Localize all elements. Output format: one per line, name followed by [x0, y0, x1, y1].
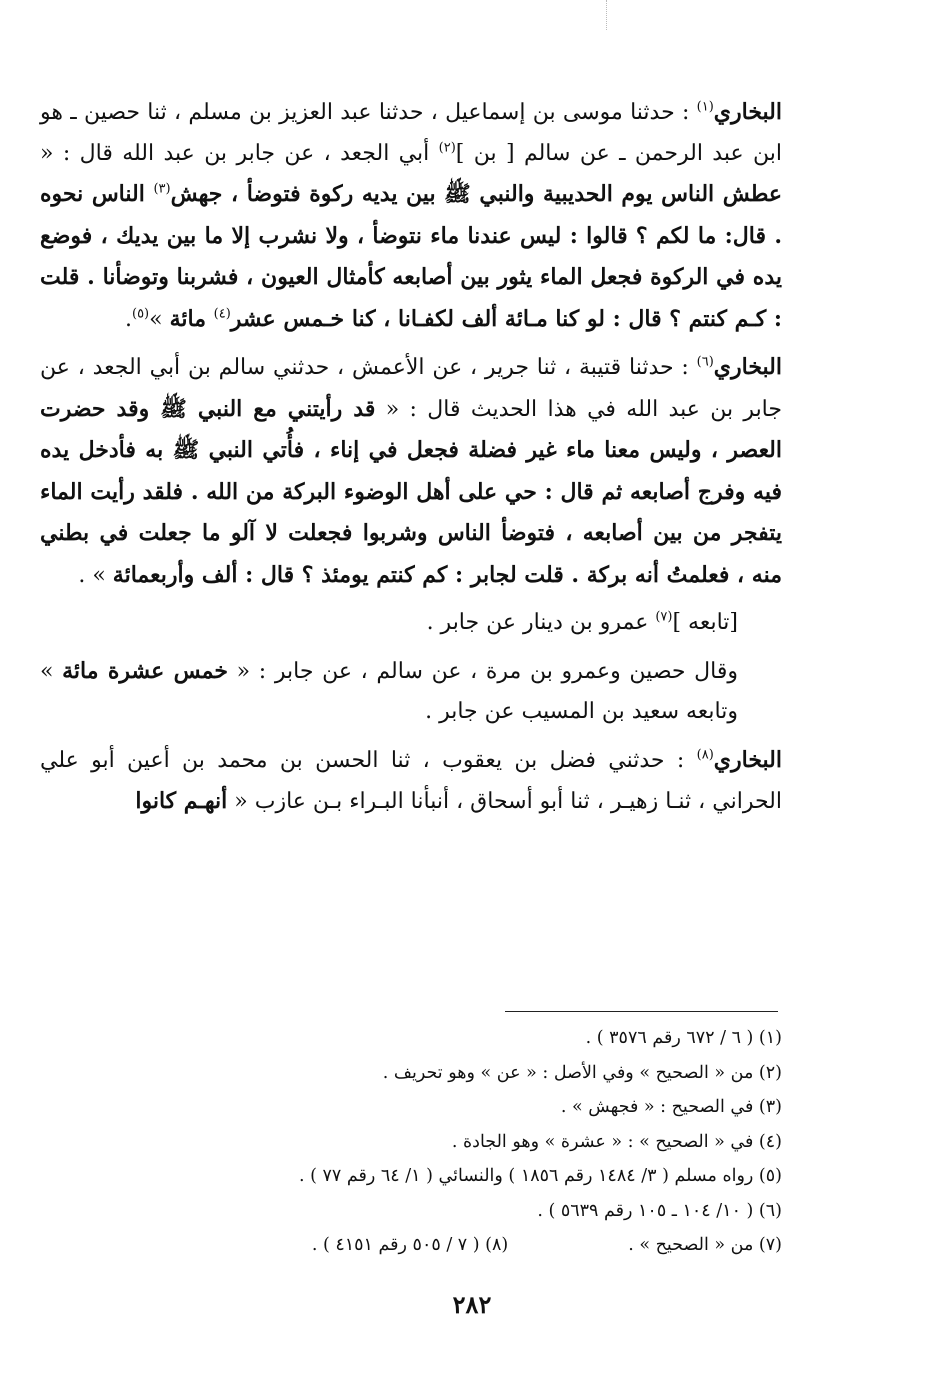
isnad-text: : حدثنا موسى بن إسماعيل ، حدثنا عبد العزيز بن مسلم ، ثنا حصين ـ هو ابن عبد الرحمن ـ عن سالم [ بن ]: [40, 100, 782, 166]
matn-text: أنهـم كانوا: [135, 788, 228, 814]
footnote-ref: (٤): [213, 306, 231, 322]
footnote-ref: (٨): [696, 747, 714, 763]
isnad-text: : حدثنا قتيبة ، ثنا جرير ، عن الأعمش ، حدثني سالم بن أبي الجعد ، عن جابر بن عبد الله في هذا الحديث قال : «: [40, 355, 782, 422]
footnote-ref: (٥): [131, 306, 150, 322]
source-label: البخاري: [713, 746, 782, 773]
followup-text: » وتابعه سعيد بن المسيب عن جابر .: [40, 658, 738, 724]
scan-margin-line: [606, 0, 607, 30]
followup-note-1: [40, 603, 782, 644]
footnote-row-7-8: [100, 1228, 782, 1263]
footnote-divider: [505, 1011, 778, 1012]
source-label: البخاري: [713, 99, 782, 125]
quote-close: » .: [78, 562, 113, 588]
followup-text: عمرو بن دينار عن جابر .: [426, 610, 656, 635]
page-number: ٢٨٢: [452, 1290, 492, 1319]
followup-note-2: [40, 651, 782, 733]
isnad-text: : حدثني فضل بن يعقوب ، ثنا الحسن بن محمد بن أعين أبو علي الحراني ، ثنـا زهيـر ، ثنا أبو أسحاق ، أنبأنا البـراء بـن عازب «: [40, 747, 782, 814]
footnote-5: (٥) رواه مسلم ( ٣/ ١٤٨٤ رقم ١٨٥٦ ) والنسائي ( ١/ ٦٤ رقم ٧٧ ) .: [298, 1166, 782, 1186]
footnote-ref: (٦): [696, 354, 714, 370]
isnad-text: أبي الجعد ، عن جابر بن عبد الله قال : «: [40, 140, 439, 166]
hadith-paragraph-3: [40, 740, 782, 823]
footnote-2: (٢) من « الصحيح » وفي الأصل : « عن » وهو تحريف .: [382, 1062, 782, 1083]
main-text: [40, 92, 782, 823]
hadith-paragraph-1: [40, 92, 782, 340]
footnote-ref: (١): [696, 99, 714, 115]
footnote-7: (٧) من « الصحيح » .: [628, 1235, 782, 1255]
source-label: البخاري: [713, 354, 782, 380]
matn-text: قد رأيتني مع النبي ﷺ وقد حضرت العصر ، وليس معنا ماء غير فضلة فجعل في إناء ، فأُتي النبي ﷺ به فأدخل يده فيه وفرج أصابعه ثم قال : حي على أهل الوضوء البركة من الله . فلقد رأيت الماء يتفجر من بين أصابعه ، فتوضأ الناس وشربوا فجعلت لا آلو ما جعلت في بطني منه ، فعلمتُ أنه بركة . قلت لجابر : كم كنتم يومئذ ؟ قال : ألف وأربعمائة: [40, 395, 782, 588]
matn-text: مائة: [169, 305, 214, 332]
footnote-ref: (٣): [153, 181, 171, 197]
quote-close: »: [149, 306, 170, 332]
footnote-ref: (٢): [438, 140, 456, 156]
footnote-8: (٨) ( ٧ / ٥٠٥ رقم ٤١٥١ ) .: [311, 1235, 509, 1255]
matn-text: الناس نحوه . قال: ما لكم ؟ قالوا : ليس عندنا ماء نتوضأ ، ولا نشرب إلا ما بين يديك ، فوضع يده في الركوة فجعل الماء يثور بين أصابعه كأمثال العيون ، فشربنا وتوضأنا . قلت : كـم كنتم ؟ قال : لو كنا مـائة ألف لكفـانا ، كنا خـمس عشر: [40, 181, 782, 332]
footnote-ref: (٧): [655, 609, 673, 625]
followup-text: وقال حصين وعمرو بن مرة ، عن سالم ، عن جابر : «: [228, 658, 738, 684]
matn-text: خمس عشرة مائة: [62, 657, 228, 684]
period: .: [124, 306, 132, 332]
followup-text: [تابعه ]: [672, 610, 738, 635]
footnote-1: (١) ( ٦ / ٦٧٢ رقم ٣٥٧٦ ) .: [585, 1028, 782, 1048]
footnote-3: (٣) في الصحيح : « فجهش » .: [560, 1097, 782, 1117]
footnote-4: (٤) في « الصحيح » : « عشرة » وهو الجادة .: [451, 1131, 782, 1152]
matn-text: عطش الناس يوم الحديبية والنبي ﷺ بين يديه ركوة فتوضأ ، جهش: [170, 181, 782, 207]
footnotes: [100, 1021, 782, 1263]
hadith-paragraph-2: [40, 347, 782, 596]
footnote-6: (٦) ( ١٠/ ١٠٤ ـ ١٠٥ رقم ٥٦٣٩ ) .: [537, 1200, 782, 1221]
